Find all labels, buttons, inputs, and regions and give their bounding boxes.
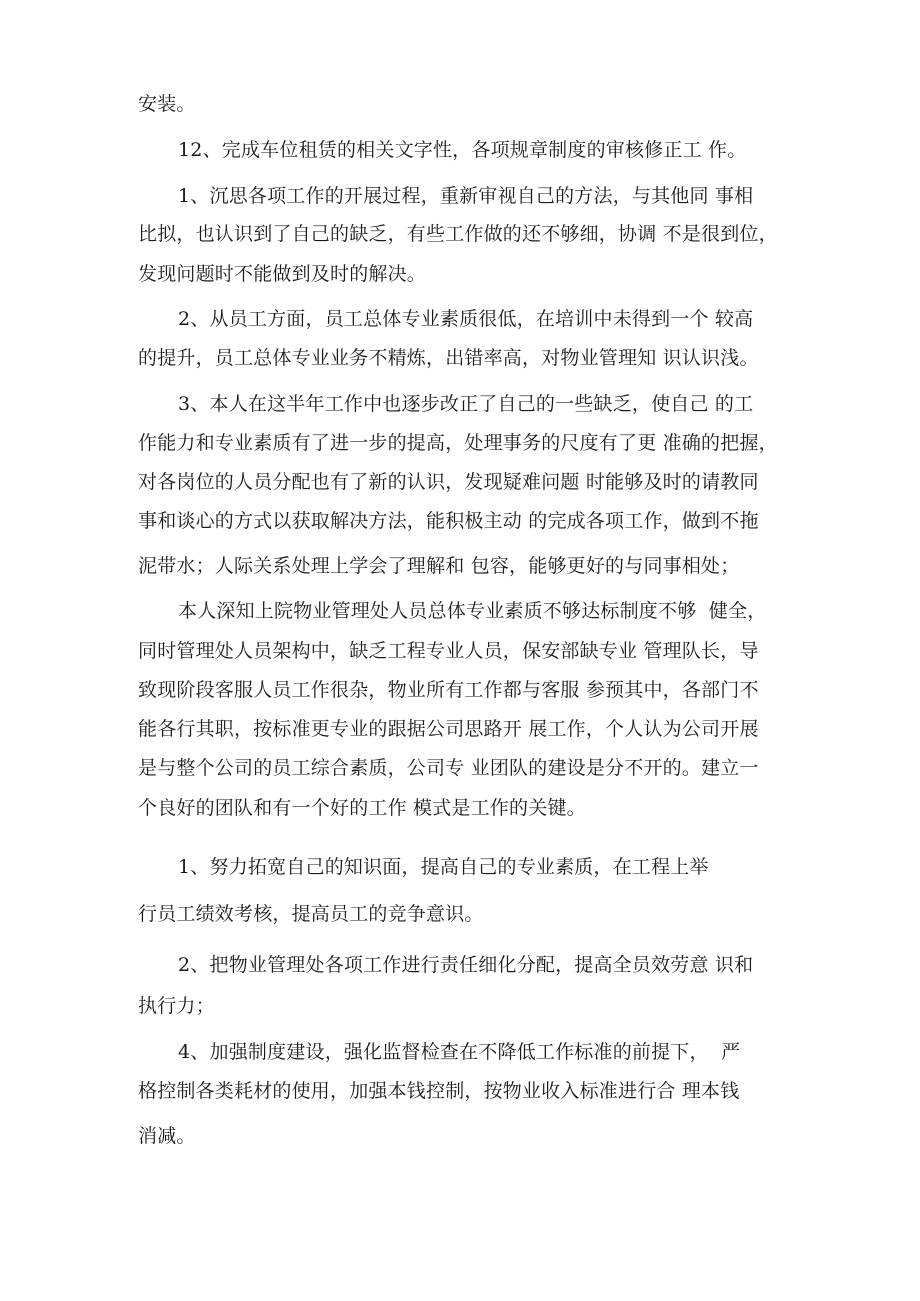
text-line: 4、加强制度建设，强化监督检查在不降低工作标准的前提下， 严 — [178, 1041, 741, 1063]
text-line: 2、从员工方面，员工总体专业素质很低，在培训中未得到一个 较高 — [178, 308, 754, 330]
text-line: 作能力和专业素质有了进一步的提高，处理事务的尺度有了更 准确的把握， — [138, 432, 778, 454]
text-line: 个良好的团队和有一个好的工作 模式是工作的关键。 — [138, 797, 586, 819]
text-line: 泥带水；人际关系处理上学会了理解和 包容，能够更好的与同事相处； — [138, 555, 740, 577]
text-line: 格控制各类耗材的使用，加强本钱控制，按物业收入标准进行合 理本钱 — [138, 1080, 740, 1102]
text-line: 比拟，也认识到了自己的缺乏，有些工作做的还不够细，协调 不是很到位， — [138, 223, 778, 245]
text-line: 消减。 — [138, 1125, 196, 1147]
text-line: 2、把物业管理处各项工作进行责任细化分配，提高全员效劳意 识和 — [178, 954, 754, 976]
text-line: 行员工绩效考核，提高员工的竞争意识。 — [138, 903, 484, 925]
text-line: 对各岗位的人员分配也有了新的认识，发现疑难问题 时能够及时的请教同 — [138, 471, 759, 493]
text-line: 3、本人在这半年工作中也逐步改正了自己的一些缺乏，使自己 的工 — [178, 393, 754, 415]
text-line: 能各行其职，按标准更专业的跟据公司思路开 展工作，个人认为公司开展 — [138, 718, 759, 740]
text-line: 1、沉思各项工作的开展过程，重新审视自己的方法，与其他同 事相 — [178, 185, 754, 207]
text-line: 执行力； — [138, 995, 215, 1017]
text-line: 致现阶段客服人员工作很杂，物业所有工作都与客服 参预其中，各部门不 — [138, 679, 759, 701]
text-line: 是与整个公司的员工综合素质，公司专 业团队的建设是分不开的。建立一 — [138, 757, 759, 779]
text-line: 安装。 — [138, 93, 196, 115]
text-line: 12、完成车位租赁的相关文字性，各项规章制度的审核修正工 作。 — [178, 139, 747, 161]
text-line: 的提升，员工总体专业业务不精炼，出错率高，对物业管理知 识认识浅。 — [138, 347, 759, 369]
text-line: 事和谈心的方式以获取解决方法，能积极主动 的完成各项工作，做到不拖 — [138, 510, 759, 532]
text-line: 1、努力拓宽自己的知识面，提高自己的专业素质，在工程上举 — [178, 856, 709, 878]
text-line: 本人深知上院物业管理处人员总体专业素质不够达标制度不够 健全， — [178, 600, 767, 622]
text-line: 同时管理处人员架构中，缺乏工程专业人员，保安部缺专业 管理队长，导 — [138, 640, 759, 662]
text-line: 发现问题时不能做到及时的解决。 — [138, 263, 427, 285]
